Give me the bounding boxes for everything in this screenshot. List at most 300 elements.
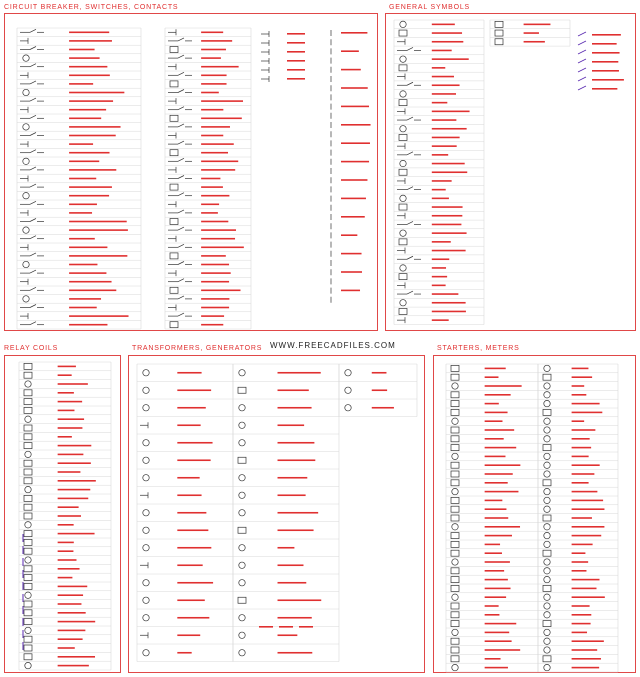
symbol-box (24, 583, 32, 589)
symbol-label (201, 126, 230, 128)
symbol-label (572, 649, 598, 651)
symbol-box (451, 392, 459, 398)
symbol-label (279, 626, 293, 628)
symbol-label (201, 290, 240, 292)
symbol-circle (239, 440, 245, 446)
symbol-label (572, 552, 586, 554)
symbol-label (485, 535, 512, 537)
symbol-box (399, 169, 407, 175)
symbol-box (451, 427, 459, 433)
symbol-label (572, 614, 592, 616)
symbol-label (524, 32, 539, 34)
accent-arrow (578, 86, 586, 90)
symbol-label (177, 652, 191, 654)
symbol-contact (178, 90, 184, 93)
symbol-label (572, 544, 593, 546)
symbol-label (177, 529, 208, 531)
symbol-circle (239, 632, 245, 638)
symbol-label (572, 438, 590, 440)
symbol-label (432, 311, 466, 313)
symbol-box (24, 654, 32, 660)
symbol-label (341, 142, 370, 144)
symbol-box (24, 601, 32, 607)
symbol-label (572, 640, 604, 642)
symbol-circle (23, 261, 29, 267)
symbol-circle (143, 370, 149, 376)
symbol-box (24, 434, 32, 440)
symbol-label (69, 290, 116, 292)
symbol-label (69, 212, 92, 214)
symbol-label (201, 75, 226, 77)
symbol-circle (544, 453, 550, 459)
symbol-label (177, 477, 199, 479)
symbol-circle (452, 453, 458, 459)
symbol-label (58, 621, 96, 623)
symbol-box (543, 585, 551, 591)
symbol-label (485, 385, 522, 387)
symbol-label (201, 66, 239, 68)
accent-arrow (578, 77, 586, 81)
symbol-label (372, 407, 394, 409)
symbol-box (399, 134, 407, 140)
symbol-circle (400, 265, 406, 271)
symbol-label (201, 118, 242, 120)
symbol-box (451, 603, 459, 609)
symbol-box (170, 115, 178, 121)
symbol-box (543, 621, 551, 627)
symbol-circle (544, 532, 550, 538)
symbol-label (201, 83, 226, 85)
symbol-circle (23, 158, 29, 164)
symbol-label (58, 410, 75, 412)
symbol-label (485, 438, 504, 440)
symbol-label (572, 394, 587, 396)
symbol-label (201, 247, 244, 249)
symbol-label (201, 169, 235, 171)
symbol-contact (30, 167, 36, 170)
symbol-label (278, 494, 306, 496)
accent-arrow (578, 41, 586, 45)
symbol-label (69, 238, 95, 240)
symbol-box (451, 638, 459, 644)
symbol-label (485, 649, 521, 651)
symbol-label (69, 229, 128, 231)
symbol-label (58, 462, 91, 464)
symbol-circle (400, 21, 406, 27)
accent-arrow (578, 32, 586, 36)
symbol-label (432, 276, 447, 278)
symbol-label (58, 454, 84, 456)
symbol-label (278, 547, 295, 549)
symbol-label (572, 482, 589, 484)
symbol-label (592, 88, 617, 90)
symbol-label (572, 447, 592, 449)
symbol-label (177, 424, 200, 426)
symbol-label (69, 161, 99, 163)
symbol-circle (544, 559, 550, 565)
symbol-label (432, 154, 448, 156)
symbol-box (543, 445, 551, 451)
symbol-label (485, 473, 513, 475)
symbol-circle (239, 545, 245, 551)
symbol-label (572, 403, 600, 405)
symbol-label (201, 40, 232, 42)
symbol-label (69, 204, 97, 206)
symbol-label (58, 665, 89, 667)
symbol-circle (239, 405, 245, 411)
symbol-label (58, 392, 74, 394)
symbol-label (572, 500, 603, 502)
symbol-box (24, 513, 32, 519)
symbol-label (341, 50, 359, 52)
symbol-box (170, 253, 178, 259)
symbol-label (201, 238, 235, 240)
symbol-label (69, 135, 116, 137)
symbol-label (58, 427, 83, 429)
symbol-label (69, 40, 112, 42)
symbol-label (201, 324, 223, 326)
symbol-contact (178, 107, 184, 110)
transformers-title: TRANSFORMERS, GENERATORS (132, 345, 263, 352)
symbol-circle (400, 300, 406, 306)
symbol-label (177, 547, 211, 549)
symbol-contact (30, 29, 36, 32)
symbol-label (572, 508, 605, 510)
symbol-label (69, 126, 120, 128)
symbol-label (341, 124, 371, 126)
symbol-circle (239, 475, 245, 481)
symbol-label (278, 424, 305, 426)
symbol-box (451, 568, 459, 574)
symbol-circle (23, 296, 29, 302)
symbol-label (69, 66, 107, 68)
symbol-circle (239, 615, 245, 621)
symbol-circle (400, 195, 406, 201)
symbol-box (24, 619, 32, 625)
symbol-contact (407, 82, 413, 85)
symbol-label (201, 281, 229, 283)
symbol-circle (544, 638, 550, 644)
symbol-contact (30, 219, 36, 222)
symbol-box (238, 597, 246, 603)
symbol-circle (239, 370, 245, 376)
circuit-breaker-panel (4, 13, 378, 331)
symbol-box (24, 566, 32, 572)
symbol-label (572, 579, 600, 581)
symbol-label (58, 630, 86, 632)
symbol-label (592, 61, 618, 63)
symbol-label (485, 482, 508, 484)
symbol-contact (30, 236, 36, 239)
symbol-circle (143, 527, 149, 533)
symbol-label (69, 152, 109, 154)
symbol-label (278, 389, 309, 391)
symbol-circle (25, 662, 31, 668)
symbol-circle (544, 488, 550, 494)
symbol-box (24, 399, 32, 405)
symbol-box (399, 239, 407, 245)
symbol-box (170, 219, 178, 225)
symbol-box (24, 495, 32, 501)
symbol-label (485, 526, 520, 528)
symbol-label (485, 605, 499, 607)
symbol-label (432, 111, 470, 113)
symbol-label (432, 24, 455, 26)
symbol-label (201, 221, 228, 223)
symbol-label (58, 506, 79, 508)
symbol-label (201, 109, 223, 111)
symbol-contact (178, 193, 184, 196)
symbol-contact (178, 141, 184, 144)
symbol-label (287, 42, 305, 44)
symbol-label (69, 32, 109, 34)
symbol-label (485, 614, 500, 616)
symbol-label (58, 603, 82, 605)
symbol-label (485, 403, 499, 405)
symbol-circle (544, 612, 550, 618)
symbol-label (69, 186, 112, 188)
symbol-label (432, 128, 467, 130)
symbol-label (69, 178, 96, 180)
symbol-label (201, 272, 231, 274)
relay-coils-sheet (5, 356, 122, 674)
symbol-label (432, 67, 445, 69)
symbol-label (58, 586, 88, 588)
symbol-box (170, 287, 178, 293)
symbol-contact (30, 305, 36, 308)
symbol-label (177, 389, 211, 391)
symbol-contact (30, 201, 36, 204)
symbol-label (572, 464, 600, 466)
symbol-box (24, 372, 32, 378)
symbol-label (572, 517, 592, 519)
symbol-box (24, 425, 32, 431)
symbol-label (69, 83, 93, 85)
symbol-label (278, 407, 312, 409)
symbol-box (24, 407, 32, 413)
symbol-label (572, 605, 590, 607)
symbol-label (58, 515, 81, 517)
symbol-label (177, 512, 206, 514)
symbol-circle (544, 400, 550, 406)
symbol-contact (30, 270, 36, 273)
symbol-contact (30, 47, 36, 50)
symbol-label (572, 667, 600, 669)
symbol-label (69, 143, 93, 145)
symbol-label (177, 617, 209, 619)
symbol-box (170, 81, 178, 87)
symbol-label (485, 517, 509, 519)
symbol-label (341, 290, 360, 292)
symbol-box (543, 656, 551, 662)
symbol-label (572, 491, 598, 493)
symbol-label (201, 298, 229, 300)
symbol-label (432, 319, 449, 321)
symbol-label (341, 216, 365, 218)
symbol-box (543, 515, 551, 521)
symbol-label (201, 178, 220, 180)
circuit-breaker-sheet (5, 14, 379, 332)
website-watermark: WWW.FREECADFILES.COM (270, 341, 396, 350)
symbol-label (177, 407, 205, 409)
symbol-label (201, 49, 226, 51)
symbol-label (572, 473, 595, 475)
symbol-circle (544, 506, 550, 512)
symbol-contact (30, 98, 36, 101)
symbol-box (24, 504, 32, 510)
symbol-circle (400, 230, 406, 236)
symbol-circle (544, 647, 550, 653)
symbol-label (485, 570, 504, 572)
symbol-box (543, 550, 551, 556)
symbol-label (572, 368, 589, 370)
symbol-label (524, 41, 545, 43)
symbol-box (451, 515, 459, 521)
symbol-label (485, 632, 510, 634)
symbol-box (24, 539, 32, 545)
symbol-contact (178, 158, 184, 161)
symbol-label (287, 78, 305, 80)
symbol-box (24, 645, 32, 651)
symbol-box (170, 150, 178, 156)
symbol-label (572, 596, 605, 598)
symbol-box (399, 274, 407, 280)
starters-meters-sheet (434, 356, 637, 674)
symbol-circle (25, 486, 31, 492)
symbol-contact (30, 115, 36, 118)
symbol-label (69, 92, 124, 94)
symbol-box (451, 497, 459, 503)
symbol-label (432, 180, 452, 182)
symbol-label (278, 529, 314, 531)
symbol-box (399, 65, 407, 71)
symbol-label (278, 372, 321, 374)
symbol-label (485, 667, 508, 669)
symbol-label (58, 612, 86, 614)
symbol-contact (407, 256, 413, 259)
symbol-label (432, 189, 446, 191)
symbol-label (287, 69, 305, 71)
symbol-label (177, 494, 201, 496)
symbol-contact (178, 55, 184, 58)
symbol-circle (544, 629, 550, 635)
symbol-box (451, 577, 459, 583)
symbol-circle (239, 492, 245, 498)
symbol-box (238, 387, 246, 393)
accent-arrow (578, 59, 586, 63)
accent-arrow (578, 50, 586, 54)
symbol-label (69, 272, 106, 274)
symbol-contact (407, 117, 413, 120)
symbol-label (287, 33, 305, 35)
symbol-contact (178, 313, 184, 316)
symbol-circle (544, 471, 550, 477)
symbol-circle (452, 594, 458, 600)
symbol-label (58, 533, 95, 535)
symbol-contact (178, 262, 184, 265)
starters-meters-title: STARTERS, METERS (437, 345, 520, 352)
symbol-label (572, 632, 587, 634)
symbol-label (278, 582, 307, 584)
symbol-circle (25, 592, 31, 598)
symbol-label (58, 594, 83, 596)
symbol-label (432, 93, 456, 95)
symbol-box (24, 636, 32, 642)
symbol-circle (143, 597, 149, 603)
symbol-label (201, 195, 229, 197)
symbol-label (485, 508, 507, 510)
symbol-label (485, 429, 515, 431)
symbol-label (572, 420, 585, 422)
symbol-label (592, 43, 617, 45)
symbol-label (432, 285, 446, 287)
symbol-box (543, 374, 551, 380)
symbol-box (24, 363, 32, 369)
symbol-box (451, 656, 459, 662)
symbol-label (485, 579, 508, 581)
symbol-label (572, 412, 603, 414)
symbol-label (432, 58, 469, 60)
symbol-contact (30, 81, 36, 84)
symbol-label (432, 137, 460, 139)
symbol-label (372, 372, 387, 374)
symbol-circle (239, 650, 245, 656)
symbol-label (432, 145, 457, 147)
symbol-circle (452, 418, 458, 424)
symbol-label (177, 459, 210, 461)
symbol-circle (544, 603, 550, 609)
symbol-label (69, 109, 106, 111)
symbol-label (58, 647, 75, 649)
symbol-label (58, 366, 76, 368)
symbol-contact (178, 279, 184, 282)
symbol-label (69, 169, 116, 171)
symbol-circle (143, 387, 149, 393)
symbol-circle (23, 193, 29, 199)
symbol-circle (452, 559, 458, 565)
symbol-label (432, 50, 452, 52)
symbol-label (485, 491, 519, 493)
symbol-label (69, 247, 107, 249)
symbol-contact (30, 322, 36, 325)
symbol-label (287, 51, 305, 53)
general-symbols-panel (385, 13, 636, 331)
symbol-label (432, 250, 466, 252)
symbol-label (177, 372, 201, 374)
general-symbols-title: GENERAL SYMBOLS (389, 4, 470, 11)
symbol-box (24, 443, 32, 449)
symbol-label (177, 582, 213, 584)
symbol-circle (23, 55, 29, 61)
symbol-circle (544, 497, 550, 503)
symbol-circle (143, 440, 149, 446)
transformers-panel (128, 355, 425, 673)
symbol-label (572, 588, 597, 590)
symbol-label (432, 32, 462, 34)
symbol-label (432, 163, 465, 165)
symbol-circle (544, 392, 550, 398)
symbol-box (170, 47, 178, 53)
symbol-circle (143, 650, 149, 656)
symbol-label (58, 498, 89, 500)
symbol-label (341, 198, 366, 200)
symbol-contact (407, 221, 413, 224)
symbol-circle (345, 387, 351, 393)
symbol-label (201, 212, 218, 214)
symbol-label (432, 171, 467, 173)
symbol-box (495, 39, 503, 45)
symbol-contact (30, 287, 36, 290)
